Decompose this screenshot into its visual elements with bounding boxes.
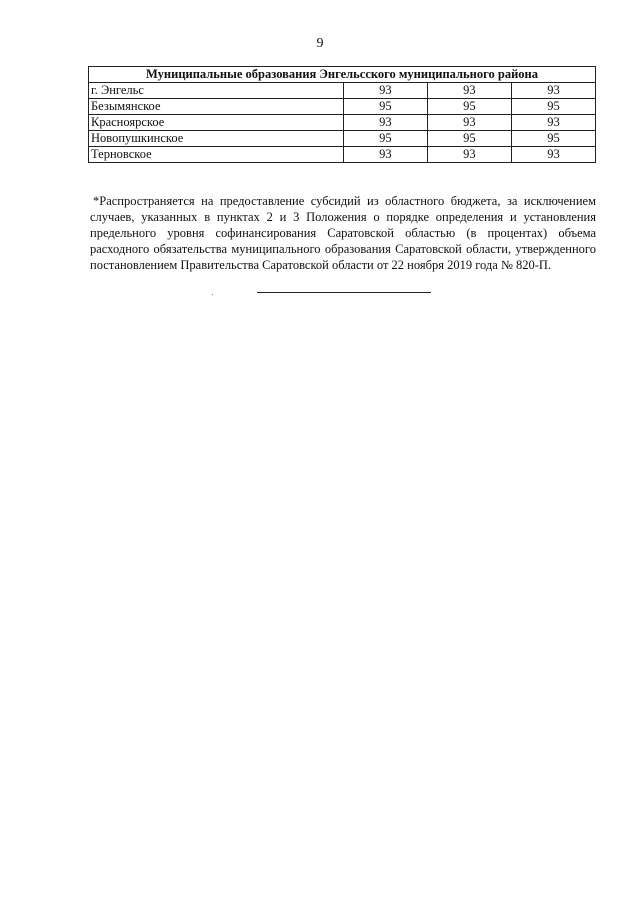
table-cell-value: 93 xyxy=(343,83,427,99)
table-cell-value: 95 xyxy=(427,131,511,147)
table-cell-value: 95 xyxy=(427,99,511,115)
table-cell-value: 93 xyxy=(511,83,595,99)
table-cell-value: 93 xyxy=(511,147,595,163)
page-number: 9 xyxy=(316,36,324,51)
table-cell-value: 93 xyxy=(343,115,427,131)
municipality-name: Безымянское xyxy=(89,99,344,115)
table-cell-value: 95 xyxy=(511,99,595,115)
table-row xyxy=(89,99,596,115)
table-cell-value: 93 xyxy=(427,83,511,99)
footnote-text: *Распространяется на предоставление субсидий из областного бюджета, за исключением случаев, указанных в пунктах 2 и 3 Положения о порядке определения и установления предельного уровня софинансирования Саратовской областью (в процентах) объема расходного обязательства муниципального образования Саратовской области, утвержденного постановлением Правительства Саратовской области от 22 ноября 2019 года № 820-П. xyxy=(90,193,596,272)
municipality-name: г. Энгельс xyxy=(89,83,344,99)
table-cell-value: 95 xyxy=(343,99,427,115)
table-row xyxy=(89,147,596,163)
table-title: Муниципальные образования Энгельсского муниципального района xyxy=(89,67,596,83)
table-cell-value: 93 xyxy=(511,115,595,131)
table-cell-value: 95 xyxy=(343,131,427,147)
table-row xyxy=(89,83,596,99)
table-row xyxy=(89,131,596,147)
closing-divider xyxy=(257,292,431,293)
scan-speck xyxy=(212,294,213,295)
municipality-name: Новопушкинское xyxy=(89,131,344,147)
table-cell-value: 93 xyxy=(343,147,427,163)
table-cell-value: 93 xyxy=(427,147,511,163)
municipality-name: Красноярское xyxy=(89,115,344,131)
table-cell-value: 93 xyxy=(427,115,511,131)
municipalities-table xyxy=(88,66,596,163)
table-cell-value: 95 xyxy=(511,131,595,147)
table-title-row xyxy=(89,67,596,83)
municipality-name: Терновское xyxy=(89,147,344,163)
table-row xyxy=(89,115,596,131)
